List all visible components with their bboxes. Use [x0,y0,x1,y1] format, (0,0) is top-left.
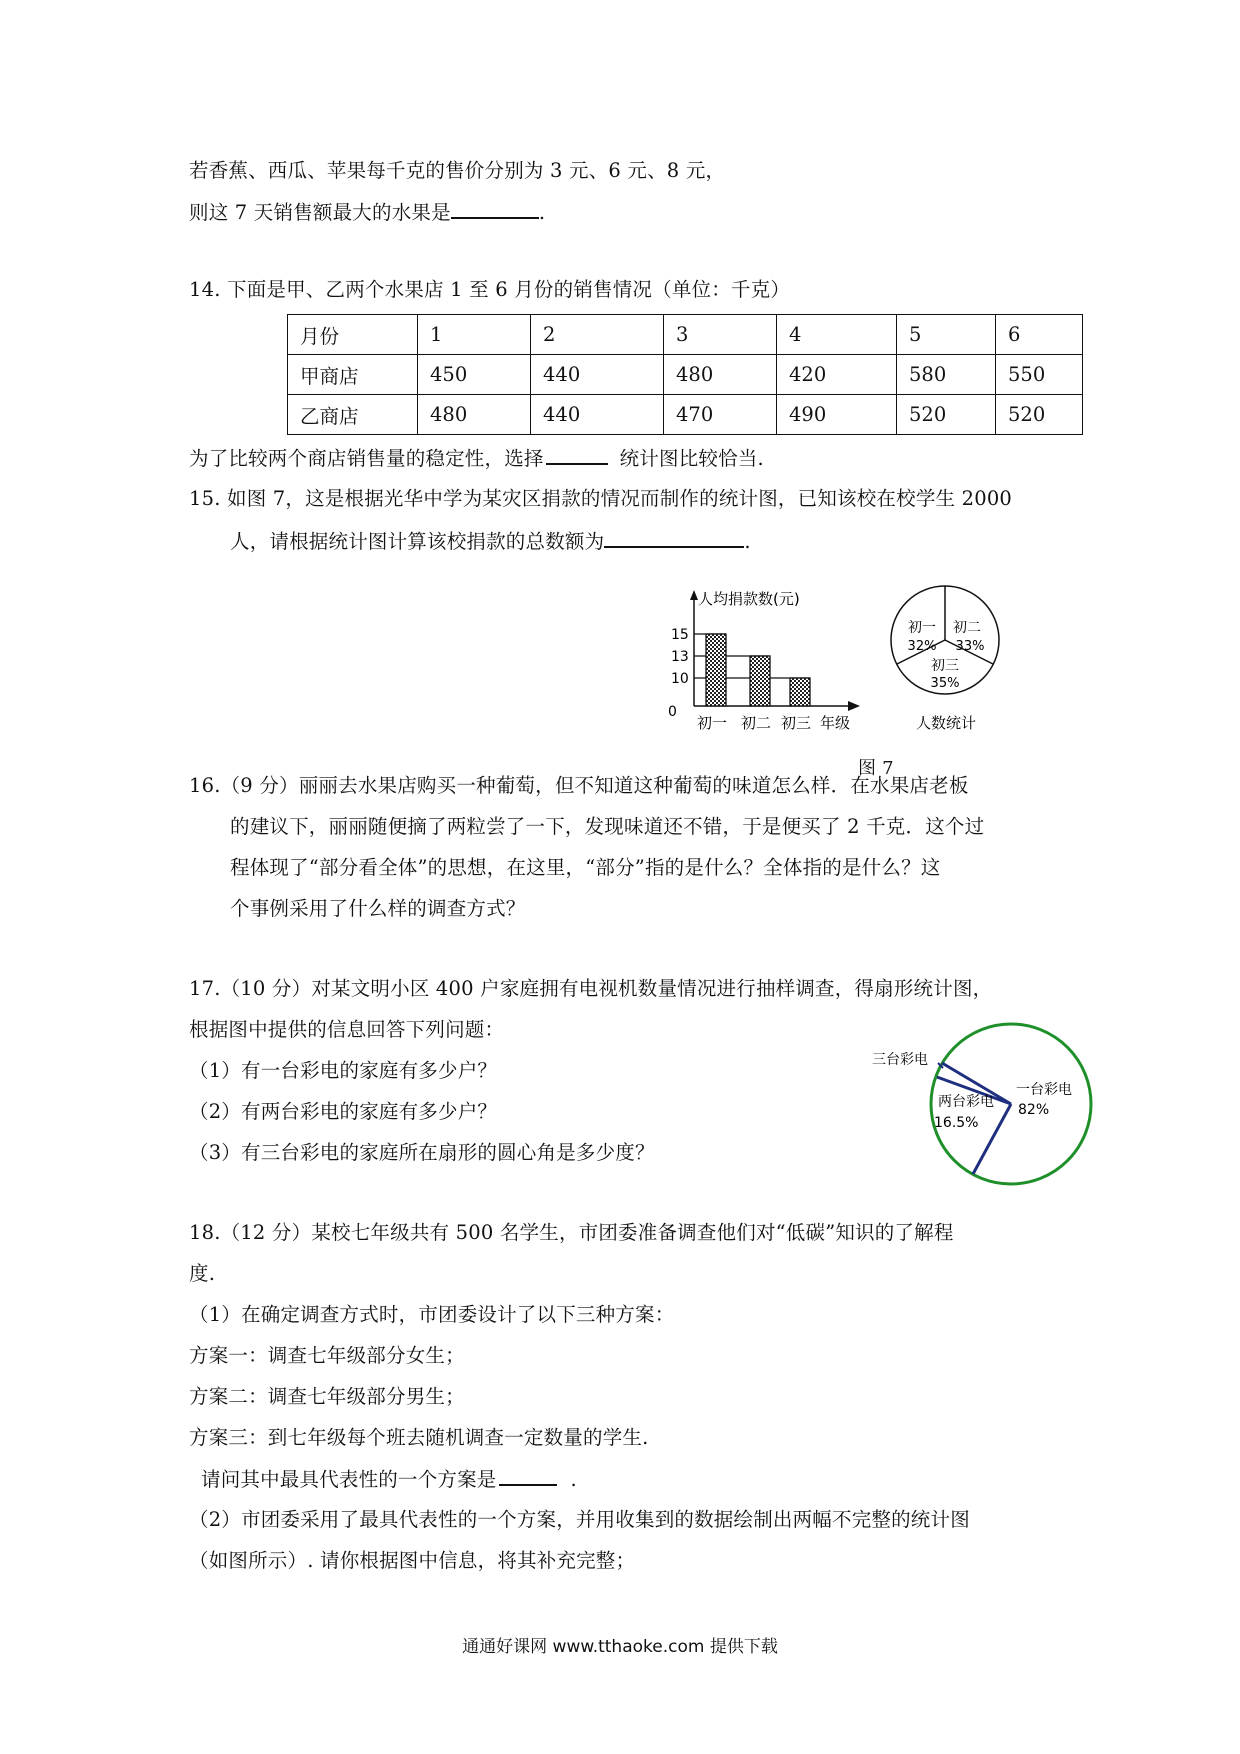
pie-percent: 33% [955,639,985,654]
bar-chart-title: 人均捐款数(元) [698,590,800,608]
sales-table [287,314,1083,435]
x-axis-label: 年级 [820,714,851,732]
x-axis-arrow-icon [848,701,860,711]
pie-label: 初二 [953,620,981,636]
q17-sub1: （1）有一台彩电的家庭有多少户？ [189,1059,498,1082]
pie-percent-two: 16.5% [934,1115,979,1131]
pie-label: 初一 [908,620,936,636]
q17-line1: 17.（10 分）对某文明小区 400 户家庭拥有电视机数量情况进行抽样调查，得扇形统计图， [189,977,993,1000]
pie-percent: 32% [907,639,937,654]
table-cell: 4 [777,315,897,355]
page-footer: 通通好课网 www.tthaoke.com 提供下载 [462,1637,778,1657]
q18-line3: （1）在确定调查方式时，市团委设计了以下三种方案： [189,1303,675,1326]
q18-ask-a: 请问其中最具代表性的一个方案是 [201,1468,497,1491]
table-cell: 2 [531,315,664,355]
table-row [288,395,1083,435]
table-cell: 480 [664,355,777,395]
y-axis-arrow-icon [690,590,698,600]
q13-line1: 若香蕉、西瓜、苹果每千克的售价分别为 3 元、6 元、8 元， [189,159,726,182]
y-tick-label: 13 [671,649,689,665]
answer-blank[interactable] [546,445,608,465]
table-header-row [288,315,1083,355]
figure-caption: 图 7 [858,758,894,779]
table-cell: 3 [664,315,777,355]
pie-label: 初三 [931,658,959,674]
q16-line3: 程体现了“部分看全体”的思想，在这里，“部分”指的是什么？全体指的是什么？这 [230,856,941,879]
q18-plan1: 方案一：调查七年级部分女生； [189,1344,465,1367]
table-cell: 490 [777,395,897,435]
y-tick-label: 15 [671,627,689,643]
bar-grade-3 [790,678,810,706]
bar-grade-1 [706,634,726,706]
table-cell: 470 [664,395,777,435]
table-cell: 440 [531,395,664,435]
q15-line2 [230,528,751,555]
pie-percent: 35% [930,676,960,691]
table-cell: 450 [418,355,531,395]
q18-plan3: 方案三：到七年级每个班去随机调查一定数量的学生. [189,1426,649,1449]
pie-divider [973,1104,1011,1174]
q16-line2: 的建议下，丽丽随便摘了两粒尝了一下，发现味道还不错，于是便买了 2 千克．这个过 [230,815,985,838]
q18-line5: （如图所示）. 请你根据图中信息，将其补充完整； [189,1549,636,1572]
q15-line2-text: 人，请根据统计图计算该校捐款的总数额为 [230,530,605,553]
q17-sub3: （3）有三台彩电的家庭所在扇形的圆心角是多少度？ [189,1141,655,1164]
q16-line1: 16.（9 分）丽丽去水果店购买一种葡萄，但不知道这种葡萄的味道怎么样．在水果店老板 [189,774,969,797]
table-cell: 月份 [288,315,418,355]
x-tick-label: 初三 [780,714,812,732]
table-cell: 480 [418,395,531,435]
answer-blank[interactable] [499,1466,557,1486]
q18-ask [201,1466,577,1493]
q17-sub2: （2）有两台彩电的家庭有多少户？ [189,1100,498,1123]
table-cell: 乙商店 [288,395,418,435]
q14-question-a: 为了比较两个商店销售量的稳定性，选择 [189,447,544,470]
pie-percent-one: 82% [1018,1102,1050,1118]
figure-7 [660,582,1020,772]
q18-ask-b: . [570,1468,577,1491]
q13-line2 [189,199,545,226]
pie-caption: 人数统计 [915,714,977,732]
q15-line1: 15. 如图 7，这是根据光华中学为某灾区捐款的情况而制作的统计图，已知该校在校学生 2000 [189,487,1013,510]
pie-label-three: 三台彩电 [872,1052,928,1068]
q14-question-b: 统计图比较恰当. [619,447,764,470]
table-cell: 440 [531,355,664,395]
table-cell: 550 [996,355,1083,395]
q18-plan2: 方案二：调查七年级部分男生； [189,1385,465,1408]
q14-intro: 14. 下面是甲、乙两个水果店 1 至 6 月份的销售情况（单位：千克） [189,278,791,301]
answer-blank[interactable] [451,199,539,219]
x-tick-label: 初一 [696,714,728,732]
q13-line2-text: 则这 7 天销售额最大的水果是 [189,201,451,224]
table-cell: 6 [996,315,1083,355]
origin-label: 0 [668,704,677,720]
table-cell: 1 [418,315,531,355]
answer-blank[interactable] [604,528,744,548]
tv-pie-chart [868,1022,1088,1192]
y-tick-label: 10 [671,671,689,687]
q13-line2-end: . [538,201,546,224]
bar-grade-2 [750,656,770,706]
table-cell: 5 [897,315,996,355]
x-tick-label: 初二 [740,714,772,732]
table-cell: 580 [897,355,996,395]
q16-line4: 个事例采用了什么样的调查方式？ [230,897,526,920]
q18-line4: （2）市团委采用了最具代表性的一个方案，并用收集到的数据绘制出两幅不完整的统计图 [189,1508,970,1531]
pie-label-two: 两台彩电 [938,1094,994,1110]
table-cell: 520 [897,395,996,435]
table-cell: 420 [777,355,897,395]
table-cell: 520 [996,395,1083,435]
q15-line2-end: . [744,530,751,553]
table-cell: 甲商店 [288,355,418,395]
q18-line2: 度. [189,1262,216,1285]
table-row [288,355,1083,395]
pie-label-one: 一台彩电 [1016,1082,1072,1098]
q18-line1: 18.（12 分）某校七年级共有 500 名学生，市团委准备调查他们对“低碳”知识的了解程 [189,1221,954,1244]
q17-line2: 根据图中提供的信息回答下列问题： [189,1018,505,1041]
q14-question [189,445,764,472]
